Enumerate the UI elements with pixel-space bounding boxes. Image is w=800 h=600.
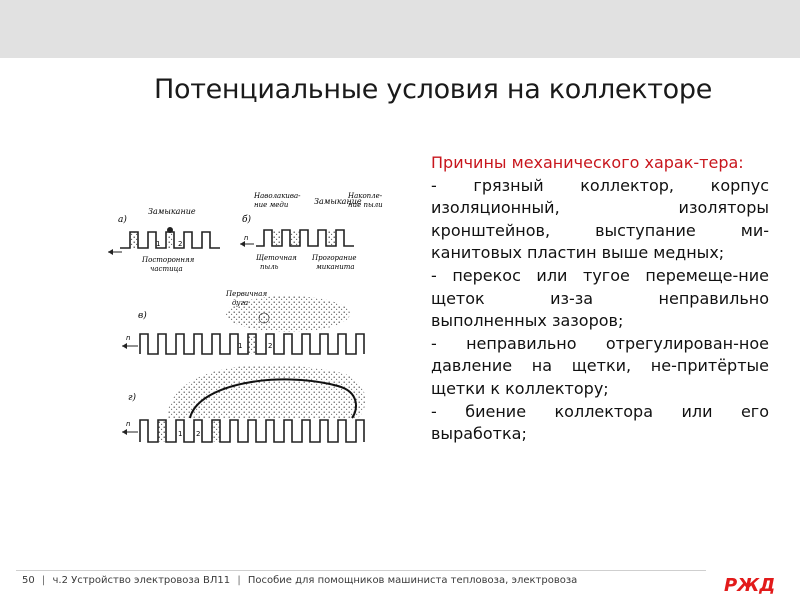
- footer-separator: |: [41, 575, 46, 586]
- label-1-v: 1: [238, 342, 243, 350]
- reason-item: - грязный коллектор, корпус изоляционный, изоляторы кронштейнов, выступание ми-канитовых пластин выше медных;: [431, 175, 769, 263]
- reasons-block: [431, 152, 769, 446]
- logo-text: РЖД: [724, 575, 776, 596]
- label-navolakivanie-1: Наволакива-: [254, 192, 301, 200]
- panel-b: [240, 192, 383, 271]
- label-2-g: 2: [196, 430, 201, 438]
- reason-item: - неправильно отрегулирован-ное давление на щетки, не-притёртые щетки к коллектору;: [431, 333, 769, 398]
- label-progorevshie-2: миканита: [316, 263, 355, 271]
- label-nakoplenie-2: ние пыли: [348, 201, 383, 209]
- label-n-g: n: [126, 420, 131, 428]
- page-number: 50: [22, 575, 35, 586]
- commutator-diagram: [108, 186, 383, 458]
- label-progorevshie-1: Прогорание: [312, 254, 357, 262]
- label-zamykanie-b: Замыкание: [314, 197, 362, 206]
- label-1-g: 1: [178, 430, 183, 438]
- label-nakoplenie-1: Накопле-: [348, 192, 383, 200]
- label-postoronnyaya: Посторонняя: [142, 256, 195, 264]
- label-2-a: 2: [178, 240, 183, 248]
- panel-v: [122, 290, 364, 354]
- top-band: [0, 0, 800, 58]
- panel-a: [108, 207, 220, 273]
- label-n-b: n: [244, 234, 249, 242]
- panel-g: [122, 365, 365, 442]
- footer-separator: |: [237, 575, 241, 586]
- label-pervichnaya-1: Первичная: [226, 290, 268, 298]
- reason-item: - биение коллектора или его выработка;: [431, 401, 769, 444]
- label-1-a: 1: [156, 240, 161, 248]
- label-schetochnaya-1: Щеточная: [256, 254, 297, 262]
- panel-b-letter: б): [242, 215, 252, 225]
- slide-title: Потенциальные условия на коллекторе: [153, 74, 713, 105]
- panel-a-letter: а): [118, 215, 127, 225]
- reason-item: - перекос или тугое перемеще-ние щеток из-за неправильно выполненных зазоров;: [431, 265, 769, 331]
- footer-divider: [16, 570, 706, 571]
- rzd-logo: [722, 572, 780, 596]
- panel-g-letter: г): [128, 393, 137, 403]
- label-pervichnaya-2: дуга: [232, 299, 249, 307]
- label-2-v: 2: [268, 342, 273, 350]
- footer-part: ч.2 Устройство электровоза ВЛ11: [52, 575, 231, 586]
- label-chastitsa: частица: [150, 265, 183, 273]
- label-zamykanie-a: Замыкание: [148, 207, 196, 216]
- panel-v-letter: в): [138, 311, 147, 321]
- footer-manual: Пособие для помощников машиниста тепловоза, электровоза: [247, 575, 578, 586]
- label-navolakivanie-2: ние меди: [254, 201, 289, 209]
- label-schetochnaya-2: пыль: [260, 263, 279, 271]
- reasons-heading: Причины механического харак-тера:: [431, 153, 744, 172]
- label-n-v: n: [126, 334, 131, 342]
- footer: [22, 575, 577, 586]
